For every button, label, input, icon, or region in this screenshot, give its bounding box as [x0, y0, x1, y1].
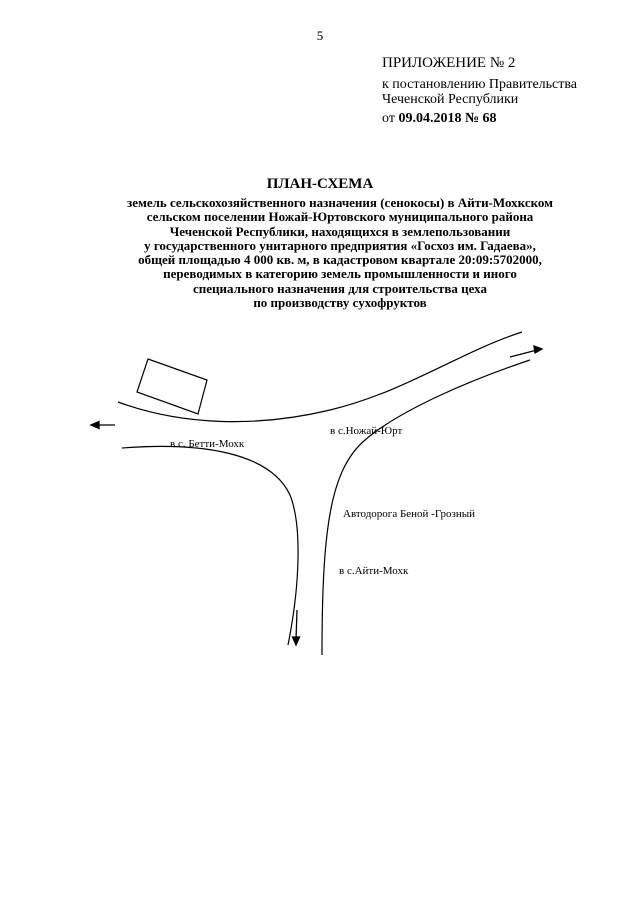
- label-road-benoy-grozny: Автодорога Беной -Грозный: [343, 508, 476, 520]
- arrow-east-head: [534, 346, 542, 353]
- land-plot: [137, 359, 207, 414]
- appendix-line-2: Чеченской Республики: [382, 92, 519, 107]
- arrow-south: [296, 610, 297, 640]
- description-line: Чеченской Республики, находящихся в землепользовании: [169, 223, 511, 239]
- road-edge-lower-left: [122, 446, 298, 645]
- date-prefix: от: [382, 111, 395, 126]
- arrow-west-head: [91, 422, 99, 429]
- decree-date: 09.04.2018: [398, 111, 462, 126]
- label-betti-mokhk: в с. Бетти-Мохк: [170, 438, 245, 450]
- description-line: по производству сухофруктов: [253, 295, 427, 311]
- arrow-south-head: [293, 637, 300, 645]
- decree-number: № 68: [464, 111, 497, 126]
- description-line: переводимых в категорию земель промышленности и иного: [163, 266, 517, 282]
- description-line: общей площадью 4 000 кв. м, в кадастровом квартале 20:09:5702000,: [138, 252, 542, 268]
- appendix-header: [382, 56, 632, 126]
- label-aiti-mokhk: в с.Айти-Мохк: [339, 565, 409, 577]
- description-line: специального назначения для строительства цеха: [193, 280, 487, 296]
- description-line: земель сельскохозяйственного назначения (сенокосы) в Айти-Мохкском: [126, 195, 554, 210]
- document-description: [60, 196, 620, 310]
- label-nozhai-yurt: в с.Ножай-Юрт: [330, 425, 403, 437]
- appendix-date-line: [382, 111, 632, 126]
- appendix-title: ПРИЛОЖЕНИЕ № 2: [382, 55, 516, 71]
- arrow-east: [510, 350, 537, 357]
- page-number: 5: [316, 28, 324, 43]
- document-title: ПЛАН-СХЕМА: [266, 176, 374, 192]
- description-line: у государственного унитарного предприятия «Госхоз им. Гадаева»,: [144, 237, 536, 253]
- description-line: сельском поселении Ножай-Юртовского муниципального района: [146, 209, 534, 225]
- site-plan-map: [0, 320, 640, 660]
- road-edge-upper: [118, 332, 522, 422]
- appendix-line-1: к постановлению Правительства: [382, 77, 578, 92]
